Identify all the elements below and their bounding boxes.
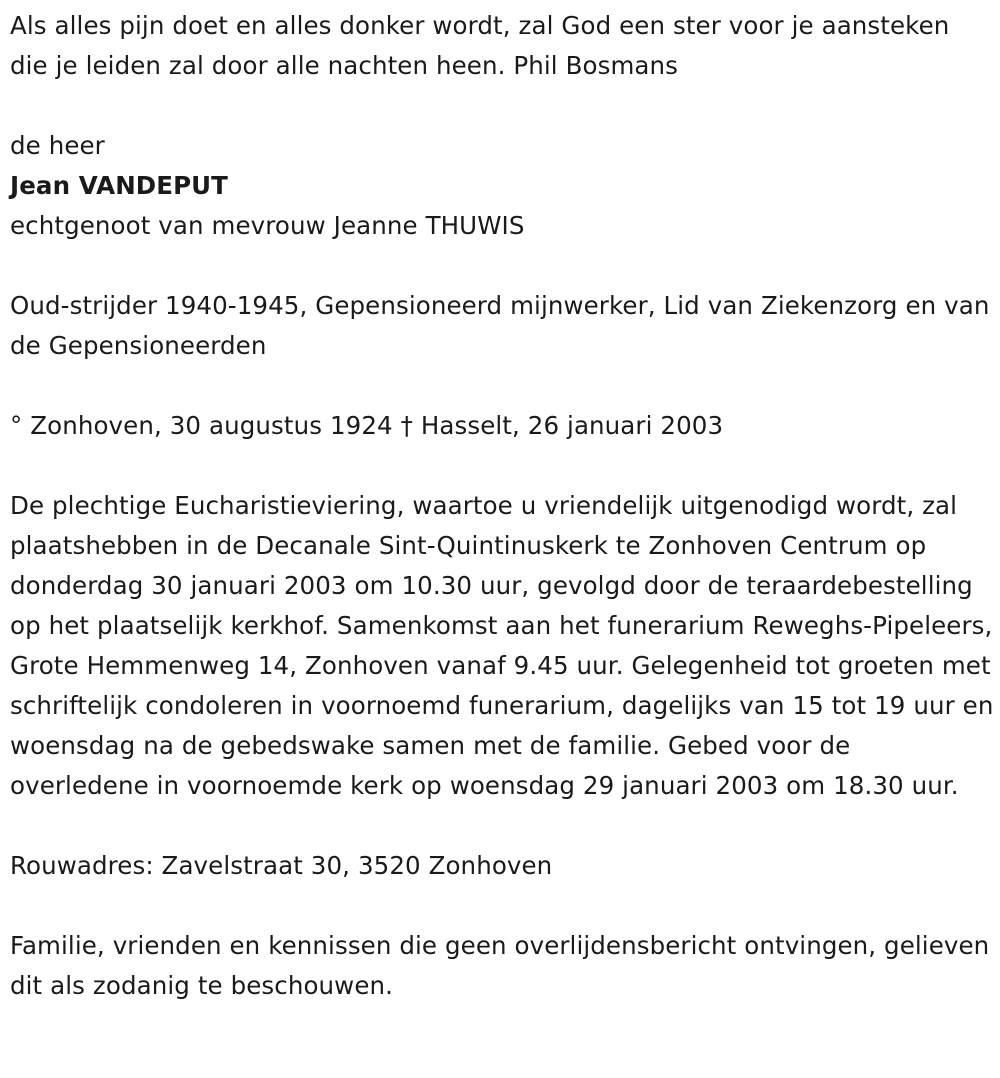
spacer: [10, 366, 994, 406]
spacer: [10, 806, 994, 846]
mourning-address: Rouwadres: Zavelstraat 30, 3520 Zonhoven: [10, 851, 553, 880]
deceased-name: Jean VANDEPUT: [10, 171, 228, 200]
spacer: [10, 446, 994, 486]
closing-text: Familie, vrienden en kennissen die geen overlijdensbericht ontvingen, gelieven dit als zodanig te beschouwen.: [10, 931, 990, 1000]
spouse-line: echtgenoot van mevrouw Jeanne THUWIS: [10, 211, 525, 240]
occupation-text: Oud-strijder 1940-1945, Gepensioneerd mijnwerker, Lid van Ziekenzorg en van de Gepensioneerden: [10, 291, 990, 360]
birth-death-line: ° Zonhoven, 30 augustus 1924 † Hasselt, 26 januari 2003: [10, 411, 724, 440]
quote-text: Als alles pijn doet en alles donker wordt, zal God een ster voor je aansteken die je leiden zal door alle nachten heen. Phil Bosmans: [10, 11, 950, 80]
title-prefix: de heer: [10, 131, 105, 160]
spacer: [10, 86, 994, 126]
spacer: [10, 246, 994, 286]
obituary-notice: [10, 6, 994, 1006]
ceremony-text: De plechtige Eucharistieviering, waartoe u vriendelijk uitgenodigd wordt, zal plaatshebben in de Decanale Sint-Quintinuskerk te Zonhoven Centrum op donderdag 30 januari 2003 om 10.30 uur, gevolgd door de teraardebestelling op het plaatselijk kerkhof. Samenkomst aan het funerarium Reweghs-Pipeleers, Grote Hemmenweg 14, Zonhoven vanaf 9.45 uur. Gelegenheid tot groeten met schriftelijk condoleren in voornoemd funerarium, dagelijks van 15 tot 19 uur en woensdag na de gebedswake samen met de familie. Gebed voor de overledene in voornoemde kerk op woensdag 29 januari 2003 om 18.30 uur.: [10, 491, 994, 800]
spacer: [10, 886, 994, 926]
